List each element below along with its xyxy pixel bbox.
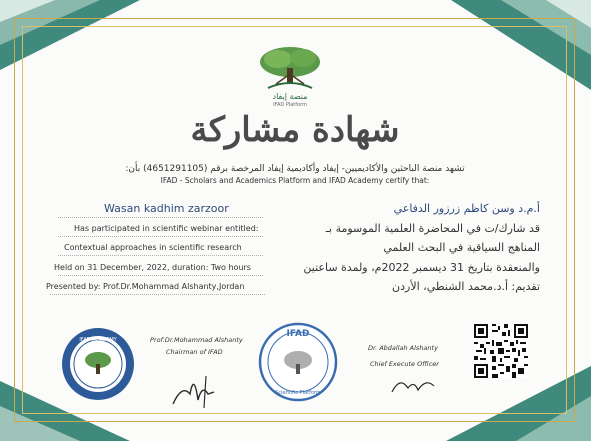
qr-code[interactable] bbox=[474, 324, 528, 378]
seal-left-text: IFAD ACADEMY bbox=[79, 337, 117, 343]
ifad-platform-seal bbox=[258, 322, 338, 402]
certificate-title: شهادة مشاركة bbox=[190, 110, 400, 150]
logo-arabic-name: منصة إيفاد bbox=[272, 92, 308, 101]
chairman-signature bbox=[168, 364, 228, 412]
webinar-title-arabic: المناهج السياقية في البحث العلمي bbox=[383, 241, 540, 254]
intro-arabic: تشهد منصة الباحثين والأكاديميين- إيفاد وأكاديمية إيفاد المرخصة برقم (4651291105) بأن: bbox=[125, 164, 465, 174]
chairman-name: Prof.Dr.Mohammad Alshanty bbox=[150, 336, 243, 344]
ceo-signature bbox=[388, 370, 438, 400]
chairman-title: Chairman of IFAD bbox=[166, 348, 223, 356]
seal-center-top: IFAD bbox=[286, 329, 310, 339]
intro-english: IFAD - Scholars and Academics Platform and IFAD Academy certify that: bbox=[160, 176, 430, 185]
ceo-title: Chief Execute Officer bbox=[370, 360, 439, 368]
recipient-name-arabic: أ.م.د وسن كاظم زرزور الدفاعي bbox=[393, 202, 540, 215]
divider bbox=[58, 217, 263, 218]
ifad-logo bbox=[248, 44, 332, 106]
divider bbox=[58, 236, 263, 237]
seal-center-bottom: Scientific Platform bbox=[275, 390, 321, 396]
recipient-name-english: Wasan kadhim zarzoor bbox=[104, 202, 229, 215]
divider bbox=[58, 255, 263, 256]
tree-icon bbox=[248, 44, 332, 92]
divider bbox=[50, 294, 265, 295]
held-on-arabic: والمنعقدة بتاريخ 31 ديسمبر 2022م، ولمدة ساعتين bbox=[303, 261, 540, 274]
participated-arabic: قد شارك/ت في المحاضرة العلمية الموسومة بـ bbox=[325, 222, 540, 235]
presented-by-arabic: تقديم: أ.د.محمد الشنطي، الأردن bbox=[392, 280, 540, 293]
presented-by-english: Presented by: Prof.Dr.Mohammad Alshanty,Jordan bbox=[46, 282, 245, 291]
ifad-academy-seal bbox=[60, 326, 136, 402]
logo-english-name: IFAD Platform bbox=[273, 102, 307, 108]
ceo-name: Dr. Abdallah Alshanty bbox=[368, 344, 438, 352]
divider bbox=[58, 275, 263, 276]
participated-english: Has participated in scientific webinar entitled: bbox=[74, 224, 259, 233]
webinar-title-english: Contextual approaches in scientific research bbox=[64, 243, 242, 252]
held-on-english: Held on 31 December, 2022, duration: Two hours bbox=[54, 263, 251, 272]
